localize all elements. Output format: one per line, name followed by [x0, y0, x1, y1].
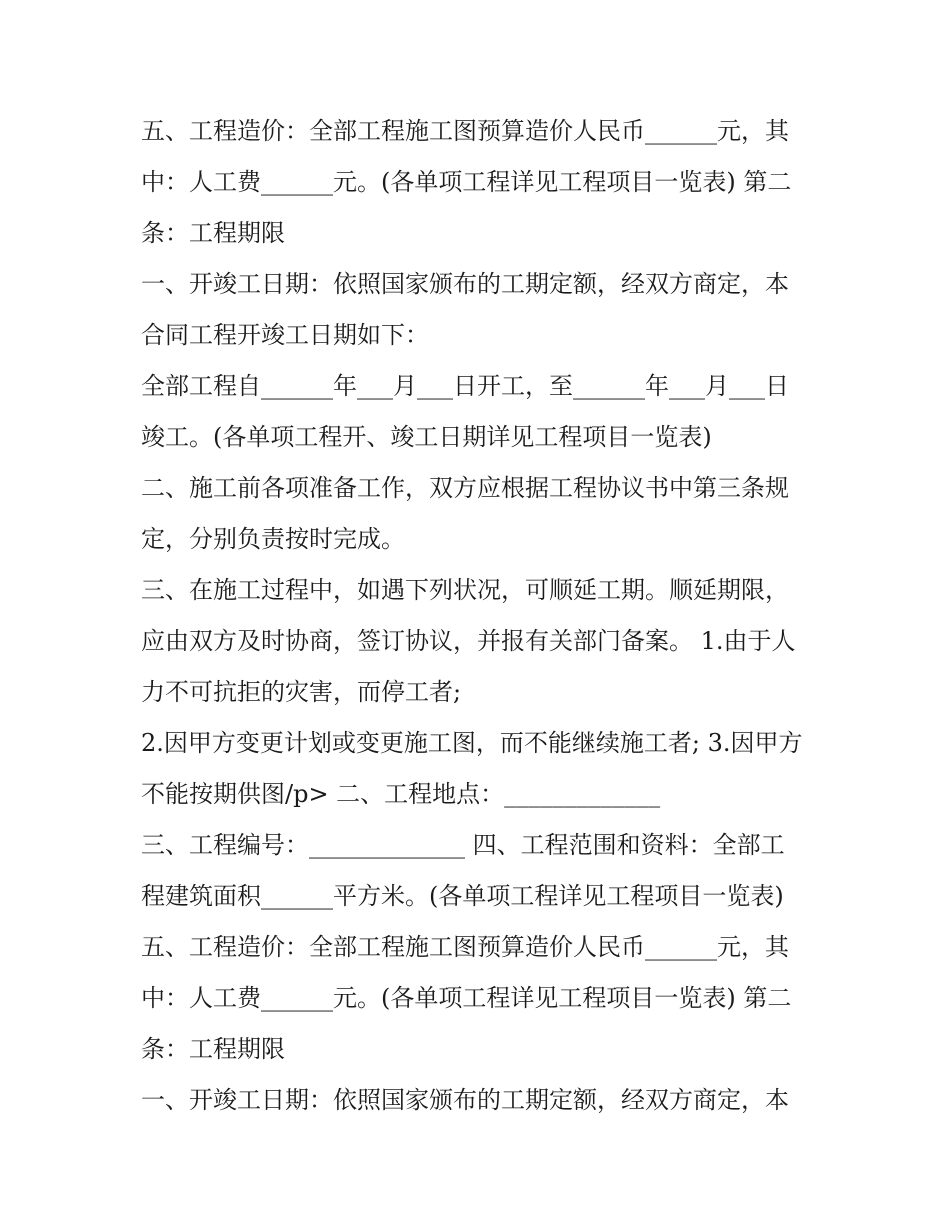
text-line: 中：人工费______元。(各单项工程详见工程项目一览表) 第二 — [141, 168, 792, 196]
text-line: 合同工程开竣工日期如下： — [141, 321, 429, 349]
text-line: 一、开竣工日期：依照国家颁布的工期定额，经双方商定，本 — [141, 1086, 789, 1114]
text-line: 三、在施工过程中，如遇下列状况，可顺延工期。顺延期限， — [141, 576, 789, 604]
text-line: 2.因甲方变更计划或变更施工图，而不能继续施工者; 3.因甲方 — [141, 729, 803, 757]
text-line: 条：工程期限 — [141, 1035, 285, 1063]
text-line: 力不可抗拒的灾害，而停工者; — [141, 678, 462, 706]
text-line: 三、工程编号：_____________ 四、工程范围和资料：全部工 — [141, 831, 785, 859]
text-line: 应由双方及时协商，签订协议，并报有关部门备案。 1.由于人 — [141, 627, 796, 655]
text-line: 中：人工费______元。(各单项工程详见工程项目一览表) 第二 — [141, 984, 792, 1012]
text-line: 五、工程造价：全部工程施工图预算造价人民币______元，其 — [141, 117, 789, 145]
text-line: 定，分别负责按时完成。 — [141, 525, 405, 553]
text-line: 条：工程期限 — [141, 219, 285, 247]
text-line: 五、工程造价：全部工程施工图预算造价人民币______元，其 — [141, 933, 789, 961]
text-line: 程建筑面积______平方米。(各单项工程详见工程项目一览表) — [141, 882, 784, 910]
text-line: 全部工程自______年___月___日开工，至______年___月___日 — [141, 372, 789, 400]
text-line: 不能按期供图/p> 二、工程地点：_____________ — [141, 780, 661, 808]
text-line: 一、开竣工日期：依照国家颁布的工期定额，经双方商定，本 — [141, 270, 789, 298]
text-line: 竣工。(各单项工程开、竣工日期详见工程项目一览表) — [141, 423, 712, 451]
text-line: 二、施工前各项准备工作，双方应根据工程协议书中第三条规 — [141, 474, 789, 502]
document-body — [141, 106, 821, 1126]
